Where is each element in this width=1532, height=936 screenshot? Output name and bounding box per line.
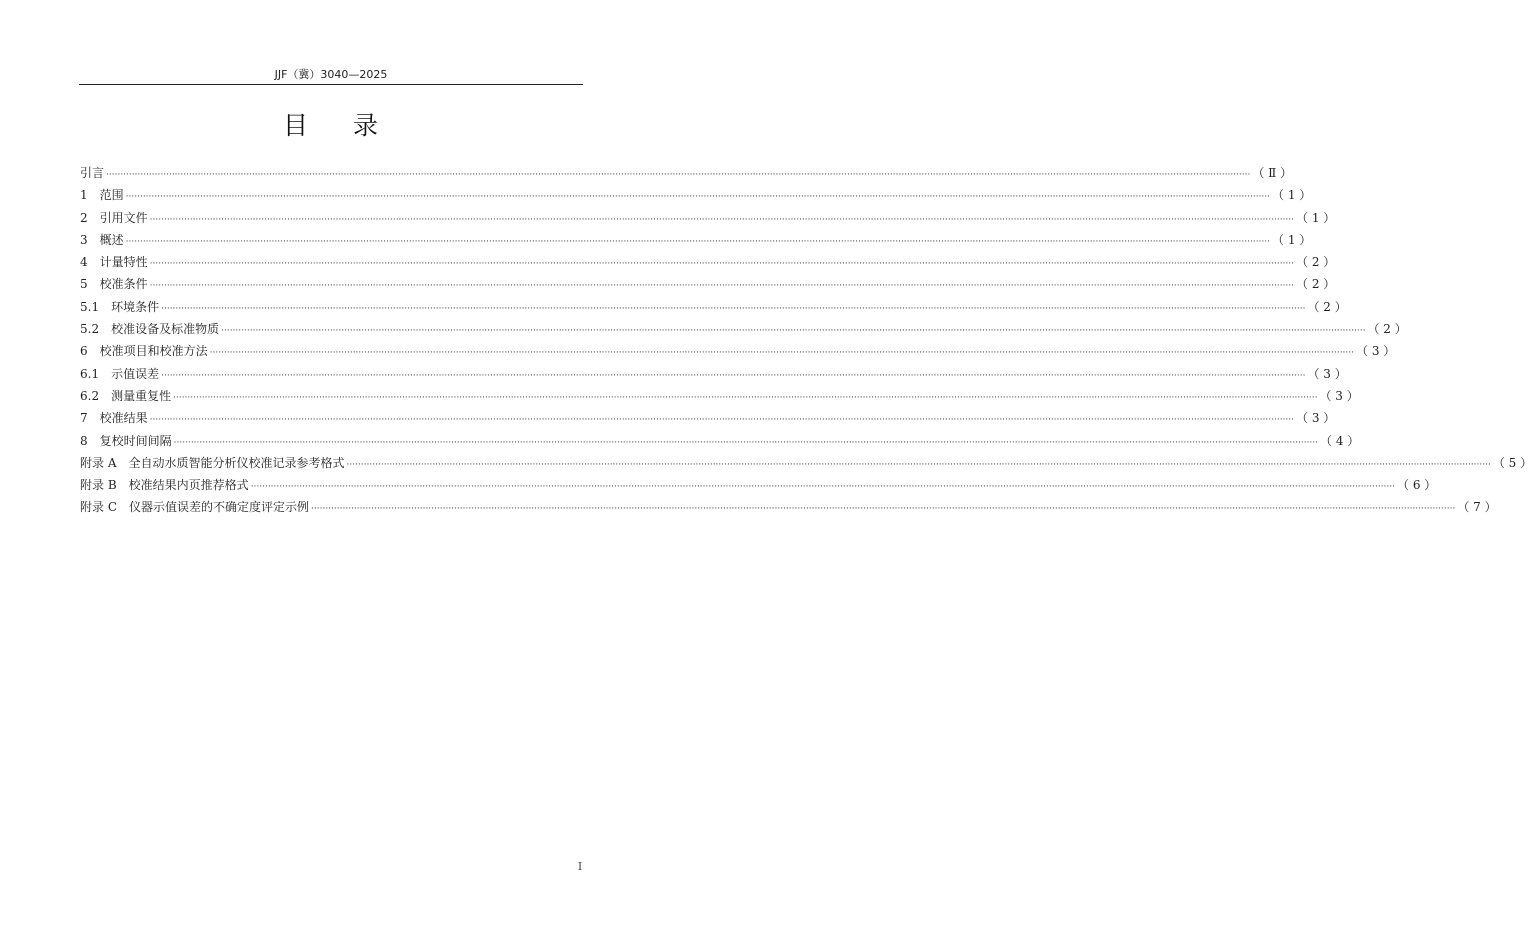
- toc-dot-leader: ················································································································································································································································································································································································································: [161, 370, 1306, 381]
- toc-entry-number: 3: [80, 232, 88, 247]
- toc-entry[interactable]: [80, 385, 1359, 407]
- toc-entry[interactable]: [80, 452, 1532, 474]
- toc-dot-leader: ················································································································································································································································································································································································································: [161, 303, 1306, 314]
- toc-entry-label: 环境条件: [111, 299, 160, 314]
- toc-entry[interactable]: [80, 363, 1347, 385]
- toc-entry-label: 示值误差: [111, 366, 160, 381]
- page-title: [0, 108, 662, 144]
- toc-entry-number: 7: [80, 411, 88, 426]
- toc-entry-number: 附录 A: [80, 455, 117, 470]
- toc-entry-number: 6.2: [80, 388, 100, 403]
- toc-dot-leader: ················································································································································································································································································································································································································: [173, 392, 1318, 403]
- document-code-header: JJF（冀）3040—2025: [274, 68, 388, 81]
- table-of-contents: [80, 162, 1532, 519]
- toc-entry[interactable]: [80, 251, 1336, 273]
- toc-entry-page: （ 2 ）: [1296, 255, 1336, 270]
- toc-entry-label: 概述: [99, 232, 124, 247]
- toc-entry-page: （ 7 ）: [1457, 500, 1497, 515]
- toc-entry[interactable]: [80, 162, 1293, 184]
- toc-entry-label: 引言: [80, 166, 105, 180]
- toc-entry[interactable]: [80, 496, 1497, 518]
- toc-entry-page: （ 1 ）: [1272, 232, 1312, 247]
- toc-entry-number: 5.1: [80, 299, 100, 314]
- title-char-right: 录: [353, 111, 380, 140]
- toc-entry[interactable]: [80, 229, 1312, 251]
- toc-entry[interactable]: [80, 296, 1347, 318]
- toc-entry-label: 计量特性: [99, 255, 148, 270]
- toc-entry-page: （ 4 ）: [1320, 433, 1360, 448]
- toc-entry-number: 5.2: [80, 322, 100, 337]
- toc-entry-number: 1: [80, 188, 88, 203]
- toc-entry-number: 8: [80, 433, 88, 448]
- toc-entry-page: （ 5 ）: [1492, 455, 1532, 470]
- toc-entry-page: （ 3 ）: [1307, 366, 1347, 381]
- toc-dot-leader: ················································································································································································································································································································································································································: [125, 192, 1270, 203]
- toc-entry-label: 仪器示值误差的不确定度评定示例: [129, 500, 310, 515]
- toc-entry[interactable]: [80, 207, 1336, 229]
- toc-entry-number: 附录 C: [80, 500, 117, 515]
- toc-entry-page: （ 1 ）: [1296, 210, 1336, 225]
- toc-entry-label: 校准结果: [99, 411, 148, 426]
- title-char-left: 目: [282, 111, 309, 140]
- toc-entry-number: 2: [80, 210, 88, 225]
- toc-entry-label: 测量重复性: [111, 388, 172, 403]
- toc-dot-leader: ················································································································································································································································································································································································································: [149, 415, 1294, 426]
- toc-entry-page: （ 2 ）: [1307, 299, 1347, 314]
- toc-dot-leader: ················································································································································································································································································································································································································: [346, 459, 1491, 470]
- toc-entry-label: 校准条件: [99, 277, 148, 292]
- toc-entry-label: 复校时间间隔: [99, 433, 172, 448]
- toc-entry-label: 范围: [99, 188, 124, 203]
- toc-entry-page: （ 2 ）: [1296, 277, 1336, 292]
- toc-entry[interactable]: [80, 474, 1437, 496]
- toc-entry[interactable]: [80, 430, 1360, 452]
- toc-entry[interactable]: [80, 340, 1396, 362]
- toc-entry-number: 附录 B: [80, 478, 117, 493]
- page-number: I: [577, 860, 583, 873]
- toc-dot-leader: ················································································································································································································································································································································································································: [106, 170, 1251, 180]
- toc-entry-page: （ 1 ）: [1272, 188, 1312, 203]
- toc-entry[interactable]: [80, 407, 1336, 429]
- toc-entry-label: 引用文件: [99, 210, 148, 225]
- toc-entry-page: （ 3 ）: [1356, 344, 1396, 359]
- toc-dot-leader: ················································································································································································································································································································································································································: [250, 482, 1395, 493]
- toc-entry-label: 校准结果内页推荐格式: [128, 478, 249, 493]
- toc-entry[interactable]: [80, 184, 1312, 206]
- toc-entry[interactable]: [80, 318, 1407, 340]
- toc-entry-label: 全自动水质智能分析仪校准记录参考格式: [128, 455, 345, 470]
- toc-entry-number: 6.1: [80, 366, 100, 381]
- toc-dot-leader: ················································································································································································································································································································································································································: [221, 326, 1366, 337]
- toc-entry-label: 校准设备及标准物质: [111, 322, 220, 337]
- toc-dot-leader: ················································································································································································································································································································································································································: [125, 236, 1270, 247]
- toc-entry-page: （ 2 ）: [1367, 322, 1407, 337]
- toc-entry[interactable]: [80, 273, 1336, 295]
- toc-entry-number: 4: [80, 255, 88, 270]
- toc-dot-leader: ················································································································································································································································································································································································································: [173, 437, 1318, 448]
- toc-dot-leader: ················································································································································································································································································································································································································: [149, 214, 1294, 225]
- toc-entry-number: 5: [80, 277, 88, 292]
- toc-entry-page: （ 3 ）: [1319, 388, 1359, 403]
- toc-entry-label: 校准项目和校准方法: [99, 344, 208, 359]
- toc-entry-page: （ 6 ）: [1397, 478, 1437, 493]
- toc-entry-page: （ Ⅱ ）: [1252, 166, 1293, 180]
- toc-dot-leader: ················································································································································································································································································································································································································: [311, 504, 1456, 515]
- toc-dot-leader: ················································································································································································································································································································································································································: [209, 348, 1354, 359]
- toc-dot-leader: ················································································································································································································································································································································································································: [149, 259, 1294, 270]
- toc-entry-page: （ 3 ）: [1296, 411, 1336, 426]
- header-divider: [79, 84, 583, 85]
- toc-dot-leader: ················································································································································································································································································································································································································: [149, 281, 1294, 292]
- toc-entry-number: 6: [80, 344, 88, 359]
